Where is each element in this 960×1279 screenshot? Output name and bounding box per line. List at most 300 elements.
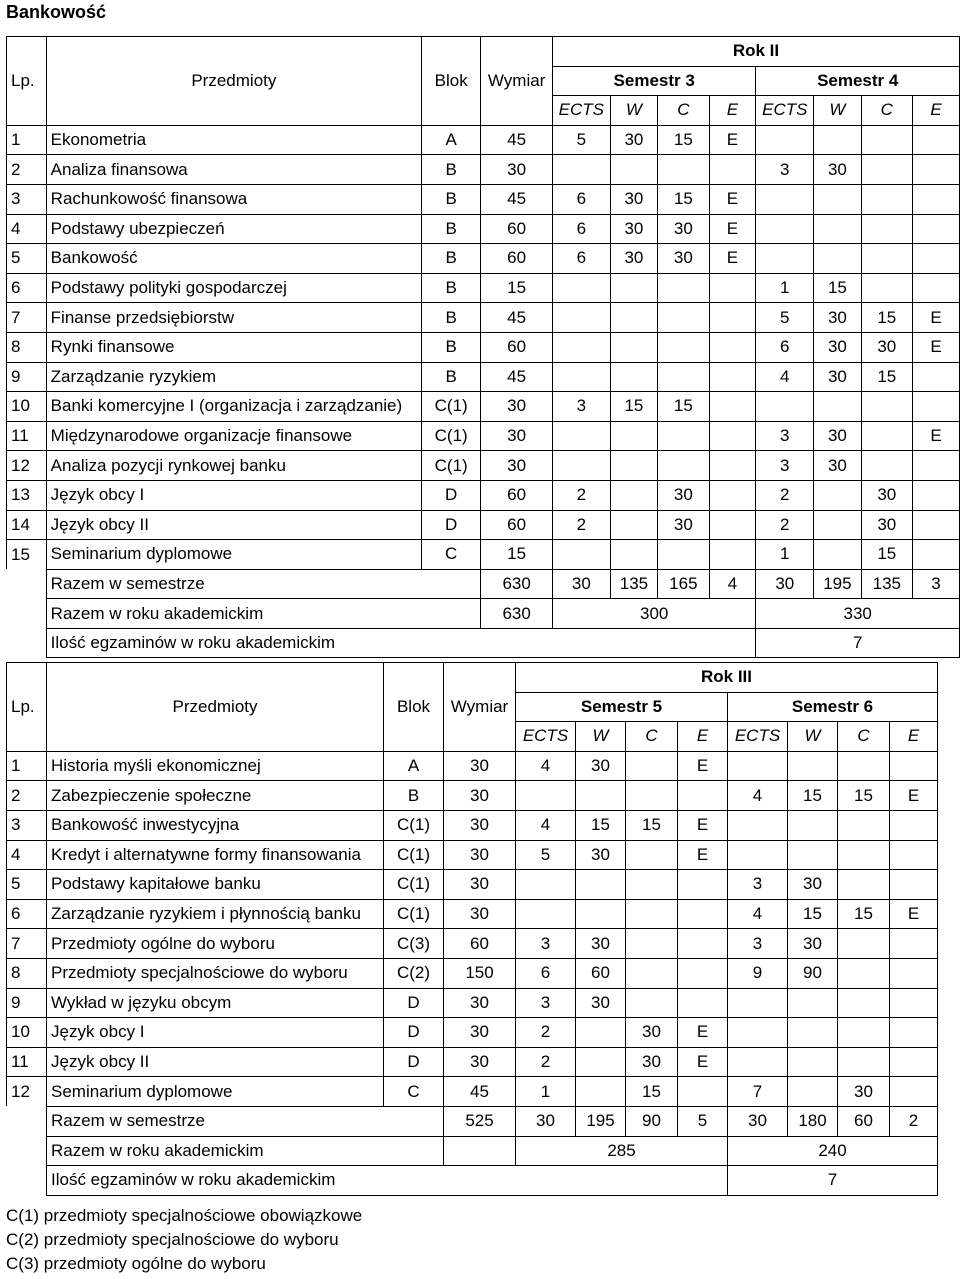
- table-row: [7, 303, 960, 333]
- row-value: [912, 540, 959, 570]
- table-row: [7, 988, 938, 1018]
- year-total-hours: [444, 1136, 516, 1166]
- row-value: [912, 362, 959, 392]
- row-value: [912, 451, 959, 481]
- row-value: 30: [861, 480, 912, 510]
- row-value: 6: [516, 958, 576, 988]
- page-title: Bankowość: [6, 2, 107, 22]
- row-value: 4: [728, 899, 788, 929]
- subject-name: Ekonometria: [46, 125, 421, 155]
- row-number: 3: [7, 184, 47, 214]
- header-sub: ECTS: [728, 722, 788, 752]
- semester-total-label: Razem w semestrze: [46, 569, 481, 599]
- header-semester: Semestr 3: [552, 66, 755, 96]
- table-row: [7, 751, 938, 781]
- row-value: 4: [516, 751, 576, 781]
- row-number: 12: [7, 451, 47, 481]
- row-value: [709, 332, 756, 362]
- row-value: 30: [576, 929, 626, 959]
- row-number: 1: [7, 125, 47, 155]
- row-value: [838, 870, 890, 900]
- row-value: 3: [756, 155, 814, 185]
- year-total-label: Razem w roku akademickim: [46, 599, 481, 629]
- row-value: [912, 214, 959, 244]
- row-value: [552, 451, 610, 481]
- row-value: 30: [814, 421, 861, 451]
- row-number: 2: [7, 781, 47, 811]
- row-value: 15: [861, 362, 912, 392]
- hours: 30: [444, 751, 516, 781]
- row-value: 1: [756, 540, 814, 570]
- row-value: [912, 244, 959, 274]
- subject-name: Międzynarodowe organizacje finansowe: [46, 421, 421, 451]
- row-value: [576, 899, 626, 929]
- row-value: E: [709, 214, 756, 244]
- row-value: [728, 840, 788, 870]
- row-value: [576, 1018, 626, 1048]
- row-value: 30: [814, 303, 861, 333]
- row-value: 3: [728, 870, 788, 900]
- row-value: [838, 810, 890, 840]
- row-value: [861, 273, 912, 303]
- row-value: 30: [658, 244, 709, 274]
- table-row: [7, 451, 960, 481]
- hours: 15: [481, 540, 553, 570]
- row-value: [552, 540, 610, 570]
- row-number: 5: [7, 870, 47, 900]
- row-value: [626, 958, 678, 988]
- row-value: [678, 988, 728, 1018]
- header-semester: Semestr 5: [516, 692, 728, 722]
- row-value: 30: [610, 244, 657, 274]
- subject-name: Zarządzanie ryzykiem: [46, 362, 421, 392]
- row-value: 60: [576, 958, 626, 988]
- subject-name: Przedmioty specjalnościowe do wyboru: [47, 958, 384, 988]
- row-value: [709, 362, 756, 392]
- semester-total-value: 30: [516, 1106, 576, 1136]
- blank: [7, 1106, 47, 1136]
- row-value: [838, 958, 890, 988]
- row-value: 2: [552, 510, 610, 540]
- semester-total-value: 90: [626, 1106, 678, 1136]
- row-value: [626, 929, 678, 959]
- row-value: [756, 184, 814, 214]
- block: B: [422, 303, 481, 333]
- hours: 45: [481, 303, 553, 333]
- row-value: 30: [814, 362, 861, 392]
- block: C(3): [384, 929, 444, 959]
- table-row: [7, 810, 938, 840]
- row-value: E: [709, 184, 756, 214]
- hours: 30: [481, 421, 553, 451]
- row-value: [516, 870, 576, 900]
- row-value: [576, 1047, 626, 1077]
- subject-name: Podstawy kapitałowe banku: [47, 870, 384, 900]
- row-number: 3: [7, 810, 47, 840]
- row-number: 14: [7, 510, 47, 540]
- row-value: [890, 810, 938, 840]
- hours: 60: [481, 244, 553, 274]
- blank: [7, 628, 47, 658]
- subject-name: Język obcy II: [46, 510, 421, 540]
- row-value: [576, 1077, 626, 1107]
- block: C(1): [384, 870, 444, 900]
- year-total-value: 240: [728, 1136, 938, 1166]
- row-value: 15: [788, 781, 838, 811]
- row-value: [552, 421, 610, 451]
- header-hours: Wymiar: [481, 66, 553, 96]
- row-value: [912, 125, 959, 155]
- table-row: [7, 392, 960, 422]
- header-sub: E: [678, 722, 728, 752]
- hours: 45: [481, 184, 553, 214]
- row-value: 4: [756, 362, 814, 392]
- row-number: 11: [7, 421, 47, 451]
- row-number: 11: [7, 1047, 47, 1077]
- row-number: 4: [7, 840, 47, 870]
- year-total-hours: 630: [481, 599, 553, 629]
- semester-total-value: 4: [709, 569, 756, 599]
- row-value: [626, 781, 678, 811]
- block: D: [422, 480, 481, 510]
- row-value: 2: [552, 480, 610, 510]
- row-value: [678, 929, 728, 959]
- semester-total-value: 3: [912, 569, 959, 599]
- subject-name: Zabezpieczenie społeczne: [47, 781, 384, 811]
- table-row: [7, 273, 960, 303]
- block: B: [422, 273, 481, 303]
- subject-name: Wykład w języku obcym: [47, 988, 384, 1018]
- row-value: 6: [552, 214, 610, 244]
- row-value: [912, 480, 959, 510]
- row-value: [709, 155, 756, 185]
- row-value: [814, 540, 861, 570]
- year-label: Rok II: [552, 37, 959, 67]
- hours: 30: [444, 781, 516, 811]
- row-value: E: [912, 421, 959, 451]
- row-value: [658, 273, 709, 303]
- row-value: [861, 244, 912, 274]
- block: A: [384, 751, 444, 781]
- row-value: [658, 332, 709, 362]
- subject-name: Rynki finansowe: [46, 332, 421, 362]
- header-sub: W: [788, 722, 838, 752]
- row-value: 90: [788, 958, 838, 988]
- row-value: [890, 1018, 938, 1048]
- row-value: [728, 988, 788, 1018]
- header-sub: W: [610, 96, 657, 126]
- row-value: 30: [658, 214, 709, 244]
- header-sub: C: [626, 722, 678, 752]
- row-value: 15: [861, 303, 912, 333]
- row-value: [838, 988, 890, 1018]
- subject-name: Język obcy II: [47, 1047, 384, 1077]
- row-value: 3: [552, 392, 610, 422]
- year-label: Rok III: [516, 663, 938, 693]
- row-value: 3: [516, 988, 576, 1018]
- subject-name: Przedmioty ogólne do wyboru: [47, 929, 384, 959]
- row-value: 1: [756, 273, 814, 303]
- header-subject: Przedmioty: [46, 66, 421, 96]
- semester-total-value: 165: [658, 569, 709, 599]
- row-value: [678, 958, 728, 988]
- header-sub: ECTS: [516, 722, 576, 752]
- row-value: 6: [552, 184, 610, 214]
- row-value: 9: [728, 958, 788, 988]
- row-number: 13: [7, 480, 47, 510]
- subject-name: Analiza finansowa: [46, 155, 421, 185]
- row-value: [709, 480, 756, 510]
- row-value: 5: [552, 125, 610, 155]
- row-number: 9: [7, 988, 47, 1018]
- table-row: [7, 155, 960, 185]
- row-value: [861, 214, 912, 244]
- row-value: 30: [658, 480, 709, 510]
- table-row: [7, 540, 960, 570]
- subject-name: Język obcy I: [47, 1018, 384, 1048]
- row-value: [890, 958, 938, 988]
- semester-total-value: 630: [481, 569, 553, 599]
- table-row: [7, 480, 960, 510]
- hours: 60: [481, 510, 553, 540]
- block: D: [384, 988, 444, 1018]
- row-value: [709, 421, 756, 451]
- row-value: 30: [861, 332, 912, 362]
- row-value: 3: [728, 929, 788, 959]
- row-number: 6: [7, 899, 47, 929]
- header-sub: E: [890, 722, 938, 752]
- exams-count: 7: [756, 628, 960, 658]
- row-value: [890, 929, 938, 959]
- hours: 30: [444, 1018, 516, 1048]
- subject-name: Finanse przedsiębiorstw: [46, 303, 421, 333]
- row-value: [709, 510, 756, 540]
- row-value: [709, 451, 756, 481]
- header-blank: [46, 37, 421, 67]
- row-value: 4: [728, 781, 788, 811]
- row-value: [728, 1018, 788, 1048]
- row-value: 15: [658, 184, 709, 214]
- row-value: [709, 540, 756, 570]
- semester-total-value: 2: [890, 1106, 938, 1136]
- row-value: [552, 273, 610, 303]
- block: C(1): [384, 810, 444, 840]
- row-value: [678, 781, 728, 811]
- table-row: [7, 958, 938, 988]
- row-value: [658, 362, 709, 392]
- row-number: 2: [7, 155, 47, 185]
- row-value: [756, 125, 814, 155]
- row-value: 30: [626, 1018, 678, 1048]
- header-blank: [7, 722, 47, 752]
- row-value: [912, 184, 959, 214]
- row-number: 4: [7, 214, 47, 244]
- row-value: [912, 273, 959, 303]
- hours: 45: [481, 125, 553, 155]
- row-value: [610, 421, 657, 451]
- row-value: 15: [838, 899, 890, 929]
- exams-label: Ilość egzaminów w roku akademickim: [46, 628, 756, 658]
- year-total-label: Razem w roku akademickim: [47, 1136, 444, 1166]
- row-value: [912, 155, 959, 185]
- row-value: [838, 1018, 890, 1048]
- table-row: [7, 244, 960, 274]
- block: A: [422, 125, 481, 155]
- subject-name: Analiza pozycji rynkowej banku: [46, 451, 421, 481]
- row-value: [728, 751, 788, 781]
- row-value: 1: [516, 1077, 576, 1107]
- row-value: [610, 155, 657, 185]
- row-value: [658, 421, 709, 451]
- row-value: [861, 451, 912, 481]
- row-value: [610, 480, 657, 510]
- row-value: [610, 451, 657, 481]
- row-value: [838, 1047, 890, 1077]
- hours: 30: [444, 899, 516, 929]
- table-row: [7, 781, 938, 811]
- row-value: [626, 988, 678, 1018]
- row-value: 3: [756, 451, 814, 481]
- block: C(1): [422, 392, 481, 422]
- exams-label: Ilość egzaminów w roku akademickim: [47, 1166, 728, 1196]
- row-value: [626, 840, 678, 870]
- row-value: E: [678, 751, 728, 781]
- row-value: [516, 781, 576, 811]
- hours: 150: [444, 958, 516, 988]
- semester-total-value: 525: [444, 1106, 516, 1136]
- header-blank: [481, 96, 553, 126]
- row-value: [814, 392, 861, 422]
- row-value: [838, 840, 890, 870]
- row-value: 6: [552, 244, 610, 274]
- header-block: Blok: [422, 66, 481, 96]
- header-sub: W: [814, 96, 861, 126]
- header-sub: C: [658, 96, 709, 126]
- row-value: 6: [756, 332, 814, 362]
- header-blank: [444, 722, 516, 752]
- header-lp: Lp.: [7, 66, 47, 96]
- row-value: [576, 781, 626, 811]
- row-value: [626, 899, 678, 929]
- hours: 30: [444, 988, 516, 1018]
- row-value: [890, 988, 938, 1018]
- hours: 30: [444, 870, 516, 900]
- row-value: 30: [814, 332, 861, 362]
- hours: 30: [481, 392, 553, 422]
- row-number: 5: [7, 244, 47, 274]
- header-blank: [384, 722, 444, 752]
- exams-count: 7: [728, 1166, 938, 1196]
- legend-item: C(3) przedmioty ogólne do wyboru: [6, 1254, 266, 1273]
- row-value: [728, 810, 788, 840]
- subject-name: Rachunkowość finansowa: [46, 184, 421, 214]
- row-value: E: [678, 1047, 728, 1077]
- row-value: [788, 1077, 838, 1107]
- row-value: [788, 988, 838, 1018]
- row-value: [658, 303, 709, 333]
- block: B: [422, 244, 481, 274]
- row-value: 2: [516, 1018, 576, 1048]
- row-value: [658, 540, 709, 570]
- row-value: 30: [788, 870, 838, 900]
- hours: 60: [444, 929, 516, 959]
- blank: [7, 1166, 47, 1196]
- header-blank: [7, 37, 47, 67]
- subject-name: Historia myśli ekonomicznej: [47, 751, 384, 781]
- row-value: 15: [838, 781, 890, 811]
- row-value: 30: [658, 510, 709, 540]
- header-sub: W: [576, 722, 626, 752]
- row-number: 9: [7, 362, 47, 392]
- row-value: 30: [610, 125, 657, 155]
- row-value: 15: [658, 392, 709, 422]
- row-value: [552, 332, 610, 362]
- row-value: E: [890, 899, 938, 929]
- row-value: [610, 273, 657, 303]
- row-value: 15: [576, 810, 626, 840]
- hours: 30: [444, 1047, 516, 1077]
- semester-total-value: 5: [678, 1106, 728, 1136]
- row-value: 7: [728, 1077, 788, 1107]
- block: C: [384, 1077, 444, 1107]
- semester-total-value: 195: [814, 569, 861, 599]
- row-value: [788, 810, 838, 840]
- row-value: 15: [788, 899, 838, 929]
- row-value: [814, 214, 861, 244]
- row-value: [610, 540, 657, 570]
- row-value: 5: [516, 840, 576, 870]
- row-value: [814, 125, 861, 155]
- row-value: [861, 125, 912, 155]
- row-value: [709, 273, 756, 303]
- row-value: 15: [814, 273, 861, 303]
- row-value: 15: [610, 392, 657, 422]
- row-number: 15: [7, 540, 47, 570]
- table-row: [7, 332, 960, 362]
- row-value: [610, 332, 657, 362]
- row-value: [728, 1047, 788, 1077]
- header-sub: C: [838, 722, 890, 752]
- row-number: 7: [7, 303, 47, 333]
- row-value: [576, 870, 626, 900]
- table-row: [7, 421, 960, 451]
- row-value: [516, 899, 576, 929]
- table-row: [7, 125, 960, 155]
- header-semester: Semestr 4: [756, 66, 960, 96]
- table-row: [7, 184, 960, 214]
- row-value: [610, 362, 657, 392]
- header-hours: Wymiar: [444, 692, 516, 722]
- block: C: [422, 540, 481, 570]
- row-value: [610, 510, 657, 540]
- row-value: [890, 1047, 938, 1077]
- row-value: [788, 1047, 838, 1077]
- row-value: [912, 392, 959, 422]
- row-value: E: [912, 303, 959, 333]
- header-blank: [481, 37, 553, 67]
- row-number: 8: [7, 332, 47, 362]
- row-number: 1: [7, 751, 47, 781]
- row-value: [861, 421, 912, 451]
- row-value: 30: [576, 840, 626, 870]
- row-value: [838, 751, 890, 781]
- row-value: [861, 155, 912, 185]
- header-block: Blok: [384, 692, 444, 722]
- row-value: 30: [861, 510, 912, 540]
- semester-total-value: 195: [576, 1106, 626, 1136]
- blank: [7, 569, 47, 599]
- legend-item: C(1) przedmioty specjalnościowe obowiązkowe: [6, 1206, 363, 1225]
